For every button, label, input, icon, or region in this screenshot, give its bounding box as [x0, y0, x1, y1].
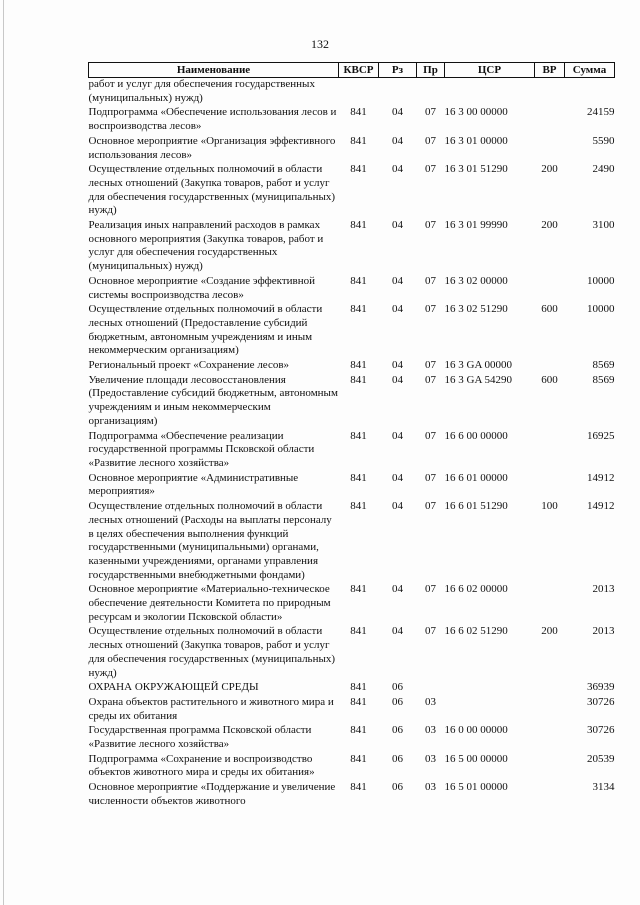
- row-sum-cell: 30726: [587, 724, 615, 737]
- row-name-cell: Основное мероприятие «Организация эффективного использования лесов»: [88, 134, 336, 161]
- row-sum-cell: 36939: [587, 681, 615, 694]
- row-vr-cell: [535, 695, 565, 723]
- row-csr-cell: [445, 680, 535, 695]
- row-sum-cell: 2013: [592, 625, 615, 638]
- table-row: [89, 471, 615, 499]
- row-vr-cell: [535, 429, 565, 471]
- row-pr-cell: 07: [425, 134, 436, 147]
- row-name-cell: Подпрограмма «Обеспечение реализации государственной программы Псковской области «Развитие лесного хозяйства»: [88, 429, 315, 469]
- row-rz-cell: 04: [392, 471, 403, 484]
- header-rz: Рз: [379, 63, 417, 78]
- header-sum: Сумма: [565, 63, 615, 78]
- row-pr-cell: 03: [425, 695, 436, 708]
- table-row: [89, 752, 615, 780]
- row-rz-cell: 04: [392, 359, 403, 372]
- row-sum-cell: 3100: [592, 219, 615, 232]
- header-vr: ВР: [535, 63, 565, 78]
- header-name: Наименование: [89, 63, 339, 78]
- row-sum-cell: [565, 78, 615, 106]
- row-rz-cell: [379, 78, 417, 106]
- row-name-cell: Подпрограмма «Сохранение и воспроизводство объектов животного мира и среды их обитания»: [88, 752, 315, 779]
- row-kvsr-cell: 841: [350, 781, 367, 794]
- row-rz-cell: 04: [392, 134, 403, 147]
- row-kvsr-cell: 841: [350, 471, 367, 484]
- row-rz-cell: 04: [392, 373, 403, 386]
- row-kvsr-cell: 841: [350, 681, 367, 694]
- row-sum-cell: 10000: [587, 303, 615, 316]
- row-pr-cell: 07: [425, 625, 436, 638]
- row-csr-cell: 16 5 01 00000: [444, 781, 508, 794]
- row-sum-cell: 8569: [592, 359, 615, 372]
- row-pr-cell: 07: [425, 303, 436, 316]
- row-kvsr-cell: 841: [350, 429, 367, 442]
- row-name-cell: Осуществление отдельных полномочий в области лесных отношений (Предоставление субсидий бюджетным, автономным учреждениям и иным некоммерческим организациям): [88, 303, 323, 357]
- row-vr-cell: [535, 780, 565, 808]
- row-kvsr-cell: 841: [350, 625, 367, 638]
- row-name-cell: Реализация иных направлений расходов в рамках основного мероприятия (Закупка товаров, работ и услуг для обеспечения государственных (муниципальных) нужд): [88, 219, 324, 273]
- row-sum-cell: 14912: [587, 500, 615, 513]
- table-row: [89, 218, 615, 274]
- row-kvsr-cell: 841: [350, 500, 367, 513]
- row-name-cell: Осуществление отдельных полномочий в области лесных отношений (Закупка товаров, работ и услуг для обеспечения государственных (муниципальных) нужд): [88, 625, 336, 679]
- row-rz-cell: 04: [392, 625, 403, 638]
- table-row: [89, 780, 615, 808]
- row-name-cell: работ и услуг для обеспечения государственных (муниципальных) нужд): [88, 78, 315, 104]
- row-pr-cell: 07: [425, 359, 436, 372]
- row-csr-cell: 16 3 GA 00000: [444, 359, 513, 372]
- table-row: [89, 134, 615, 162]
- row-rz-cell: 04: [392, 219, 403, 232]
- row-kvsr-cell: 841: [350, 303, 367, 316]
- row-kvsr-cell: 841: [350, 359, 367, 372]
- row-vr-cell: [535, 274, 565, 302]
- row-rz-cell: 06: [392, 681, 403, 694]
- row-kvsr-cell: [339, 78, 379, 106]
- row-name-cell: Осуществление отдельных полномочий в области лесных отношений (Закупка товаров, работ и услуг для обеспечения государственных (муниципальных) нужд): [88, 163, 336, 217]
- table-row: [89, 358, 615, 373]
- table-row: [89, 695, 615, 723]
- row-sum-cell: 5590: [592, 134, 615, 147]
- table-row: [89, 624, 615, 680]
- row-csr-cell: 16 3 01 00000: [444, 134, 508, 147]
- table-row: [89, 499, 615, 582]
- row-pr-cell: 07: [425, 429, 436, 442]
- row-csr-cell: [445, 78, 535, 106]
- row-vr-cell: 200: [541, 219, 558, 232]
- page-number: 132: [311, 37, 329, 51]
- row-pr-cell: 03: [425, 724, 436, 737]
- row-kvsr-cell: 841: [350, 219, 367, 232]
- row-vr-cell: [535, 105, 565, 133]
- row-rz-cell: 04: [392, 429, 403, 442]
- row-name-cell: Осуществление отдельных полномочий в области лесных отношений (Расходы на выплаты персоналу в целях обеспечения выполнения функций государственными (муниципальными) органами, казенными учреждениями, органами управления государственными внебюджетными фондами): [88, 500, 332, 581]
- row-pr-cell: 07: [425, 274, 436, 287]
- row-vr-cell: 200: [541, 163, 558, 176]
- table-row: [89, 723, 615, 751]
- row-sum-cell: 2013: [592, 583, 615, 596]
- row-csr-cell: 16 3 01 51290: [444, 163, 508, 176]
- row-name-cell: Региональный проект «Сохранение лесов»: [88, 359, 290, 372]
- row-kvsr-cell: 841: [350, 373, 367, 386]
- header-csr: ЦСР: [445, 63, 535, 78]
- row-csr-cell: 16 3 02 51290: [444, 303, 508, 316]
- budget-table: [88, 62, 615, 809]
- row-kvsr-cell: 841: [350, 724, 367, 737]
- row-pr-cell: 07: [425, 163, 436, 176]
- row-pr-cell: 07: [425, 106, 436, 119]
- row-sum-cell: 16925: [587, 429, 615, 442]
- page-edge: [3, 0, 4, 905]
- row-pr-cell: 07: [425, 471, 436, 484]
- row-kvsr-cell: 841: [350, 106, 367, 119]
- row-name-cell: ОХРАНА ОКРУЖАЮЩЕЙ СРЕДЫ: [88, 681, 259, 694]
- table-row: [89, 429, 615, 471]
- row-pr-cell: 03: [425, 781, 436, 794]
- row-name-cell: Подпрограмма «Обеспечение использования лесов и воспроизводства лесов»: [88, 106, 337, 133]
- row-sum-cell: 8569: [592, 373, 615, 386]
- row-kvsr-cell: 841: [350, 695, 367, 708]
- table-row: [89, 162, 615, 218]
- row-csr-cell: 16 3 02 00000: [444, 274, 508, 287]
- table-row: [89, 582, 615, 624]
- table-row: [89, 274, 615, 302]
- row-csr-cell: 16 3 GA 54290: [444, 373, 513, 386]
- row-name-cell: Охрана объектов растительного и животного мира и среды их обитания: [88, 695, 334, 722]
- row-pr-cell: [417, 680, 445, 695]
- header-pr: Пр: [417, 63, 445, 78]
- table-header-row: [89, 63, 615, 78]
- row-name-cell: Основное мероприятие «Создание эффективной системы воспроизводства лесов»: [88, 274, 316, 301]
- row-kvsr-cell: 841: [350, 163, 367, 176]
- row-rz-cell: 04: [392, 583, 403, 596]
- row-name-cell: Государственная программа Псковской области «Развитие лесного хозяйства»: [88, 724, 312, 751]
- row-sum-cell: 2490: [592, 163, 615, 176]
- row-rz-cell: 04: [392, 500, 403, 513]
- row-csr-cell: 16 0 00 00000: [444, 724, 508, 737]
- row-vr-cell: [535, 680, 565, 695]
- row-vr-cell: 200: [541, 625, 558, 638]
- row-rz-cell: 06: [392, 724, 403, 737]
- row-rz-cell: 04: [392, 274, 403, 287]
- row-rz-cell: 06: [392, 781, 403, 794]
- row-csr-cell: 16 6 01 51290: [444, 500, 508, 513]
- row-name-cell: Увеличение площади лесовосстановления (Предоставление субсидий бюджетным, автономным учреждениям и иным некоммерческим организациям): [88, 373, 338, 427]
- header-kvsr: КВСР: [339, 63, 379, 78]
- table-row: [89, 302, 615, 358]
- row-pr-cell: 07: [425, 219, 436, 232]
- row-name-cell: Основное мероприятие «Материально-техническое обеспечение деятельности Комитета по природным ресурсам и экологии Псковской области»: [88, 583, 331, 623]
- row-rz-cell: 04: [392, 303, 403, 316]
- row-csr-cell: 16 6 01 00000: [444, 471, 508, 484]
- row-csr-cell: 16 6 02 51290: [444, 625, 508, 638]
- row-name-cell: Основное мероприятие «Административные мероприятия»: [88, 471, 299, 498]
- row-csr-cell: 16 3 00 00000: [444, 106, 508, 119]
- row-vr-cell: [535, 582, 565, 624]
- row-vr-cell: [535, 752, 565, 780]
- row-vr-cell: [535, 723, 565, 751]
- row-sum-cell: 14912: [587, 471, 615, 484]
- row-pr-cell: [417, 78, 445, 106]
- row-vr-cell: [535, 471, 565, 499]
- row-vr-cell: [535, 134, 565, 162]
- row-kvsr-cell: 841: [350, 583, 367, 596]
- row-rz-cell: 06: [392, 752, 403, 765]
- row-sum-cell: 24159: [587, 106, 615, 119]
- row-vr-cell: 600: [541, 373, 558, 386]
- row-csr-cell: [445, 695, 535, 723]
- row-vr-cell: 100: [541, 500, 558, 513]
- row-vr-cell: [535, 78, 565, 106]
- row-vr-cell: [535, 358, 565, 373]
- row-rz-cell: 06: [392, 695, 403, 708]
- row-pr-cell: 07: [425, 500, 436, 513]
- row-rz-cell: 04: [392, 163, 403, 176]
- row-kvsr-cell: 841: [350, 752, 367, 765]
- row-csr-cell: 16 3 01 99990: [444, 219, 508, 232]
- row-kvsr-cell: 841: [350, 134, 367, 147]
- row-sum-cell: 10000: [587, 274, 615, 287]
- row-rz-cell: 04: [392, 106, 403, 119]
- row-pr-cell: 03: [425, 752, 436, 765]
- row-sum-cell: 3134: [592, 781, 615, 794]
- row-name-cell: Основное мероприятие «Поддержание и увеличение численности объектов животного: [88, 781, 336, 807]
- table-row: [89, 105, 615, 133]
- row-sum-cell: 20539: [587, 752, 615, 765]
- row-csr-cell: 16 6 00 00000: [444, 429, 508, 442]
- row-pr-cell: 07: [425, 373, 436, 386]
- row-sum-cell: 30726: [587, 695, 615, 708]
- table-row: [89, 78, 615, 106]
- row-pr-cell: 07: [425, 583, 436, 596]
- row-kvsr-cell: 841: [350, 274, 367, 287]
- row-csr-cell: 16 6 02 00000: [444, 583, 508, 596]
- row-csr-cell: 16 5 00 00000: [444, 752, 508, 765]
- table-row: [89, 680, 615, 695]
- table-row: [89, 373, 615, 429]
- row-vr-cell: 600: [541, 303, 558, 316]
